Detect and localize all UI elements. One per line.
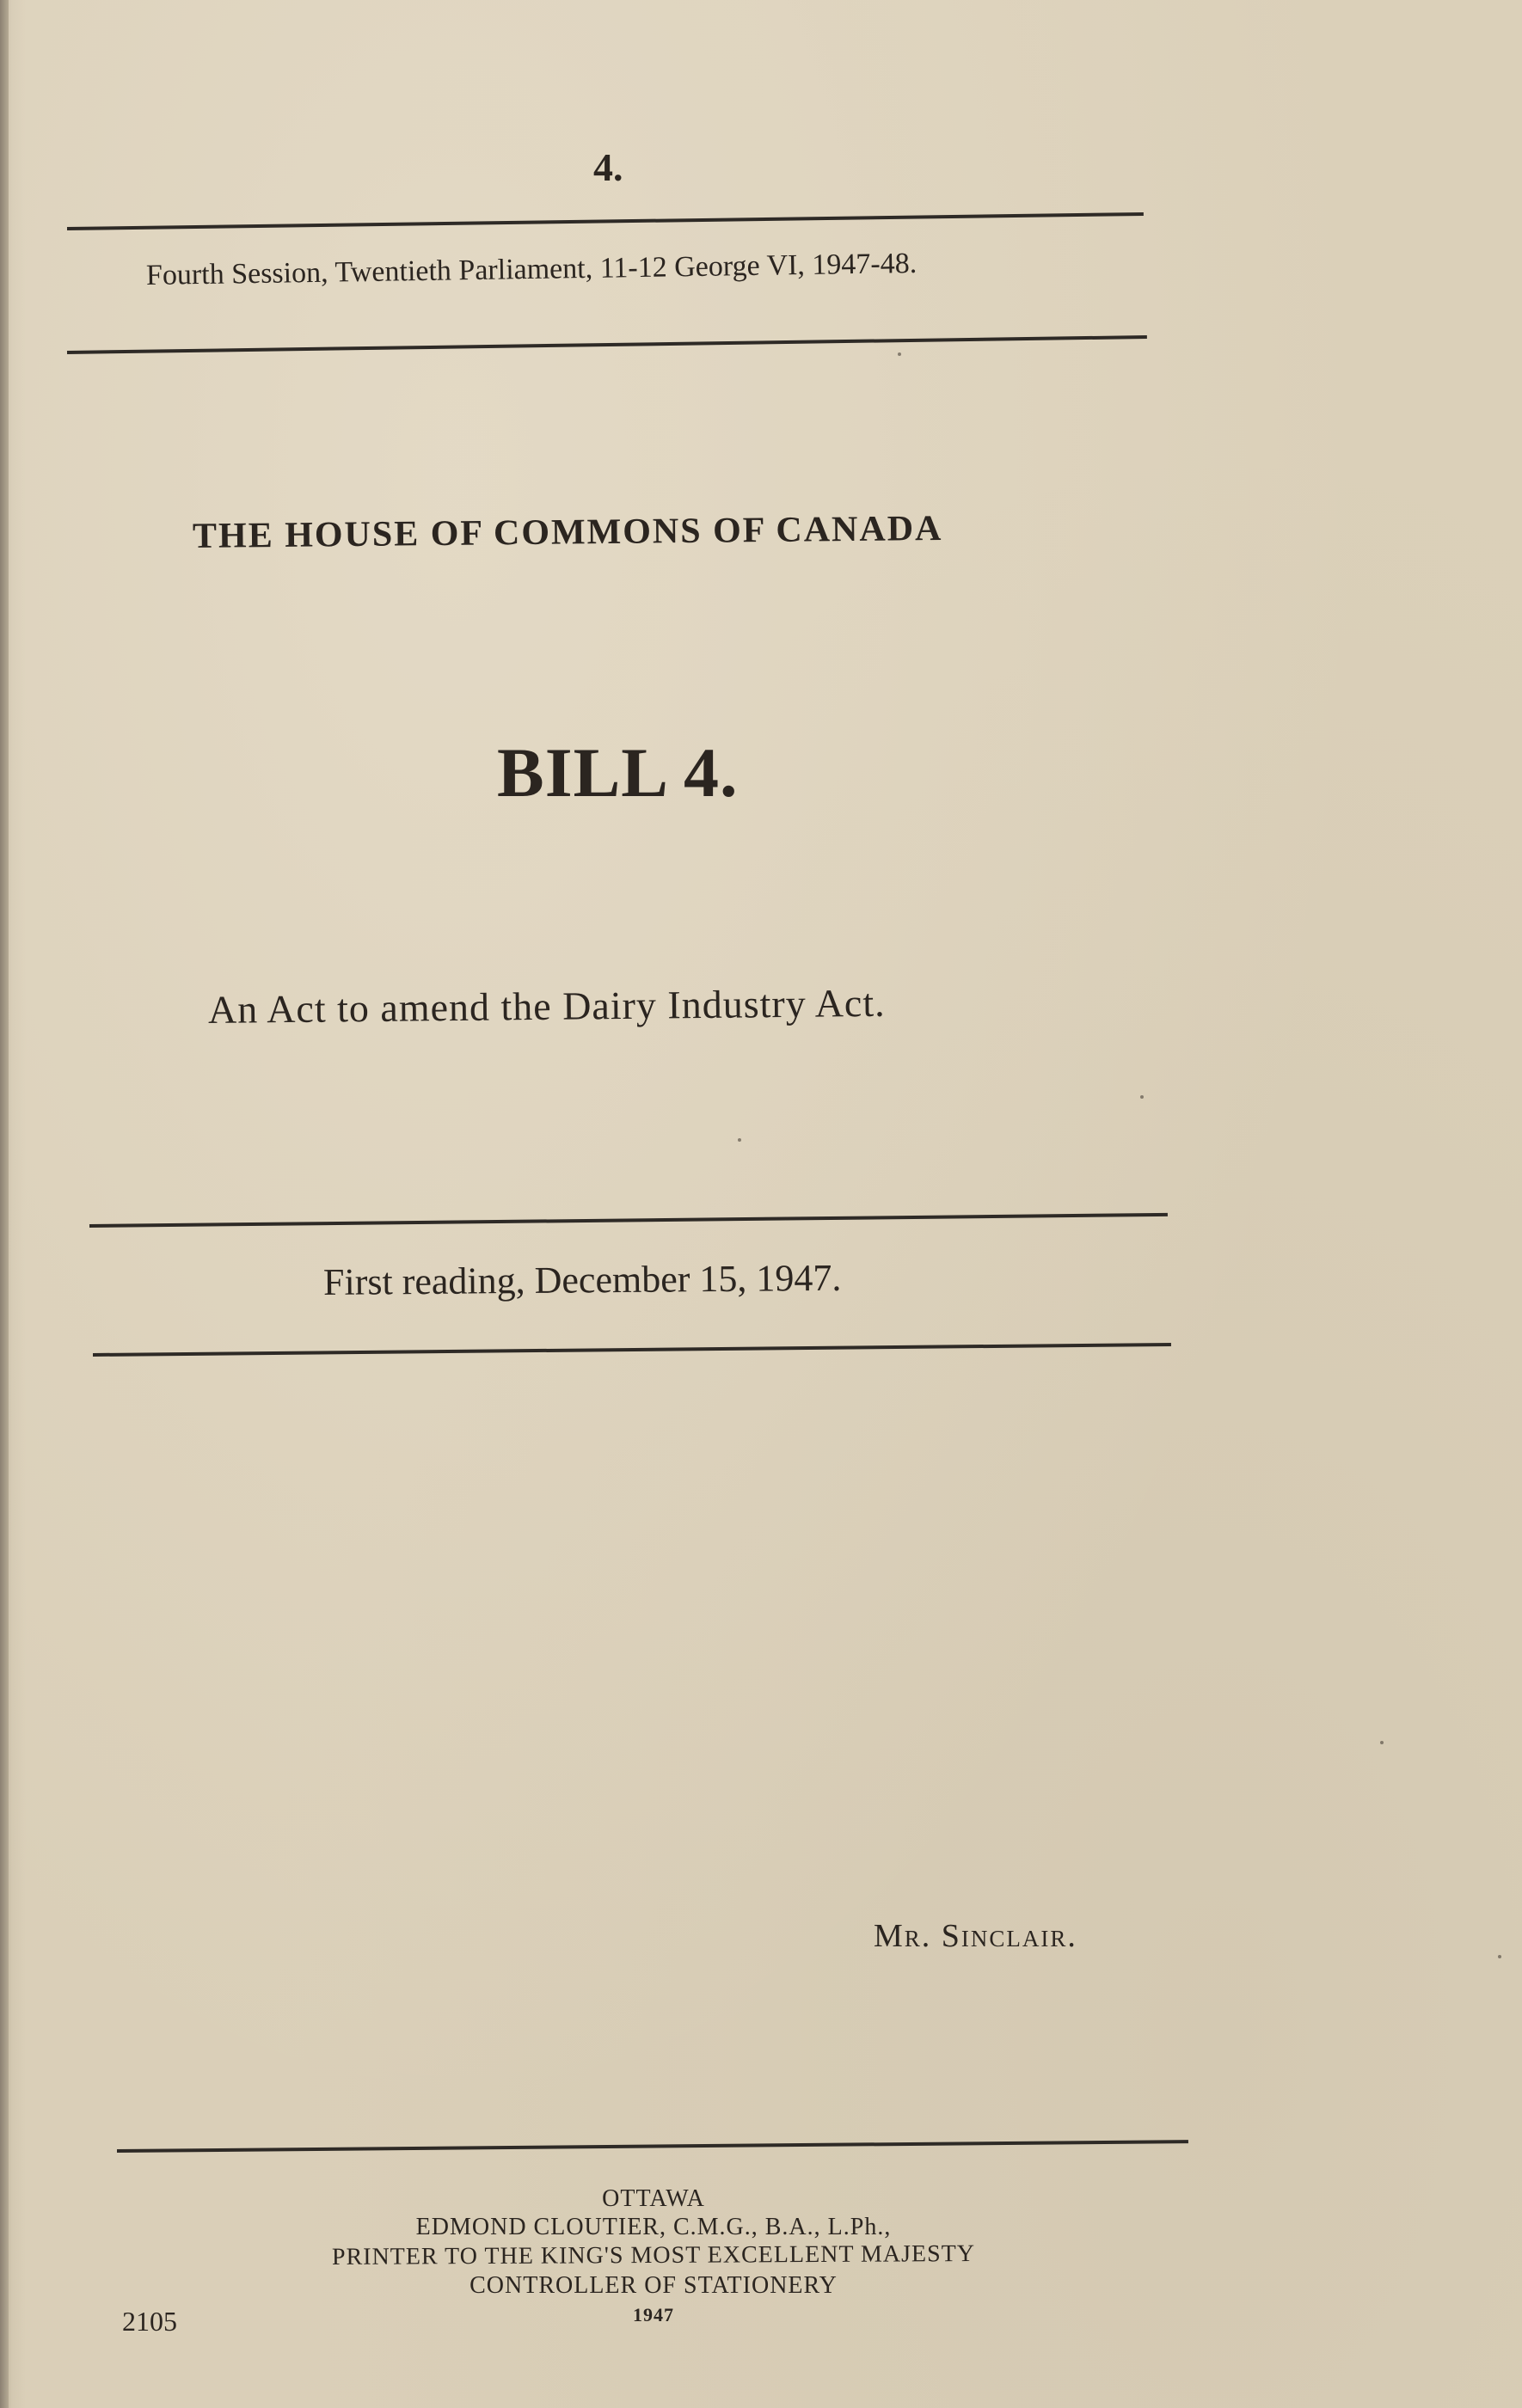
sponsor-name: Mr. Sinclair. xyxy=(874,1918,1077,1954)
imprint-controller: CONTROLLER OF STATIONERY xyxy=(469,2272,838,2299)
reading-rule-top xyxy=(89,1213,1168,1228)
page-edge xyxy=(0,0,9,2408)
imprint-rule xyxy=(117,2140,1188,2153)
paper-speck xyxy=(738,1138,741,1142)
reading-rule-bottom xyxy=(93,1343,1171,1357)
paper-speck xyxy=(1380,1741,1384,1744)
house-heading: THE HOUSE OF COMMONS OF CANADA xyxy=(192,508,943,556)
imprint-printer-name: EDMOND CLOUTIER, C.M.G., B.A., L.Ph., xyxy=(415,2214,892,2240)
imprint-city: OTTAWA xyxy=(602,2185,705,2212)
bill-number-header: 4. xyxy=(593,145,623,189)
paper-speck xyxy=(898,352,901,356)
first-reading-line: First reading, December 15, 1947. xyxy=(322,1256,842,1303)
paper-speck xyxy=(1498,1955,1501,1958)
paper-speck xyxy=(1140,1095,1144,1099)
print-code: 2105 xyxy=(122,2306,177,2337)
top-rule xyxy=(67,212,1144,230)
imprint-year: 1947 xyxy=(633,2304,674,2325)
session-line: Fourth Session, Twentieth Parliament, 11-12 George VI, 1947-48. xyxy=(145,247,917,291)
session-rule xyxy=(67,335,1147,354)
bill-title: BILL 4. xyxy=(497,733,739,812)
act-title: An Act to amend the Dairy Industry Act. xyxy=(207,980,886,1032)
imprint-printer-title: PRINTER TO THE KING'S MOST EXCELLENT MAJESTY xyxy=(331,2240,976,2270)
